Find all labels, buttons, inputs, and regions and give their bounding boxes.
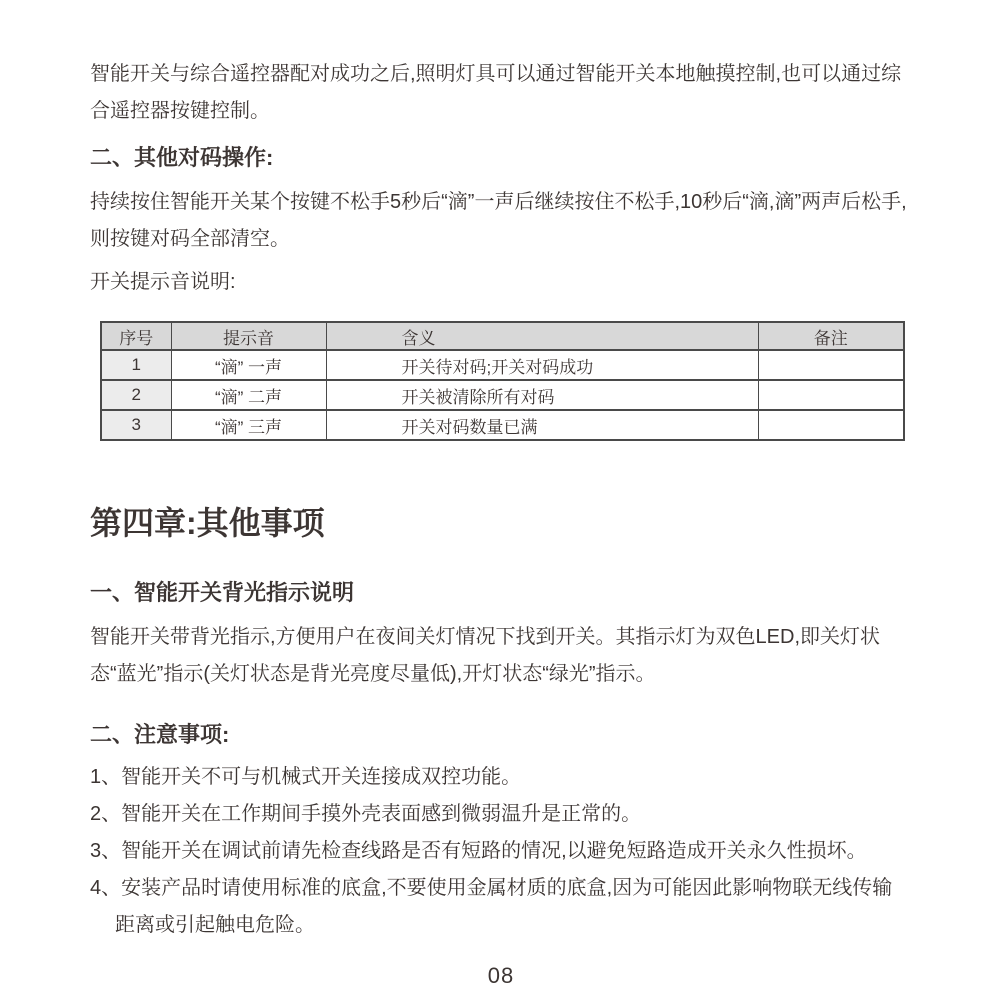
cell-meaning: 开关对码数量已满 — [326, 410, 758, 440]
intro-paragraph: 智能开关与综合遥控器配对成功之后,照明灯具可以通过智能开关本地触摸控制,也可以通过综合遥控器按键控制。 — [90, 63, 902, 122]
cell-remark — [758, 380, 904, 410]
cell-sound: “滴” 三声 — [171, 410, 326, 440]
header-cell-number: 序号 — [101, 322, 171, 350]
section-title-notes: 二、注意事项: — [90, 722, 230, 747]
beep-table-label: 开关提示音说明: — [90, 271, 236, 293]
table-row — [101, 380, 904, 410]
table-row — [101, 410, 904, 440]
backlight-paragraph: 智能开关带背光指示,方便用户在夜间关灯情况下找到开关。其指示灯为双色LED,即关灯状态“蓝光”指示(关灯状态是背光亮度尽量低),开灯状态“绿光”指示。 — [90, 626, 881, 685]
header-cell-sound: 提示音 — [171, 322, 326, 350]
chapter-title: 第四章:其他事项 — [90, 505, 325, 541]
beep-table-header-row — [101, 322, 904, 350]
cell-number: 2 — [101, 380, 171, 410]
cell-number: 1 — [101, 350, 171, 380]
list-item: 2、智能开关在工作期间手摸外壳表面感到微弱温升是正常的。 — [90, 803, 642, 825]
cell-meaning: 开关被清除所有对码 — [326, 380, 758, 410]
header-cell-meaning: 含义 — [326, 322, 758, 350]
cell-number: 3 — [101, 410, 171, 440]
cell-sound: “滴” 一声 — [171, 350, 326, 380]
list-item: 3、智能开关在调试前请先检查线路是否有短路的情况,以避免短路造成开关永久性损坏。 — [90, 840, 867, 862]
list-item: 1、智能开关不可与机械式开关连接成双控功能。 — [90, 766, 522, 788]
beep-table — [100, 321, 905, 441]
header-cell-remark: 备注 — [758, 322, 904, 350]
list-item: 4、安装产品时请使用标准的底盒,不要使用金属材质的底盒,因为可能因此影响物联无线传输距离或引起触电危险。 — [90, 877, 893, 936]
section-title-other-pairing: 二、其他对码操作: — [90, 145, 274, 170]
other-pairing-paragraph: 持续按住智能开关某个按键不松手5秒后“滴”一声后继续按住不松手,10秒后“滴,滴”两声后松手,则按键对码全部清空。 — [90, 191, 907, 250]
cell-remark — [758, 350, 904, 380]
cell-meaning: 开关待对码;开关对码成功 — [326, 350, 758, 380]
section-title-backlight: 一、智能开关背光指示说明 — [90, 580, 355, 605]
page-number: 08 — [487, 963, 515, 988]
notes-list — [90, 759, 912, 944]
table-row — [101, 350, 904, 380]
cell-remark — [758, 410, 904, 440]
cell-sound: “滴” 二声 — [171, 380, 326, 410]
